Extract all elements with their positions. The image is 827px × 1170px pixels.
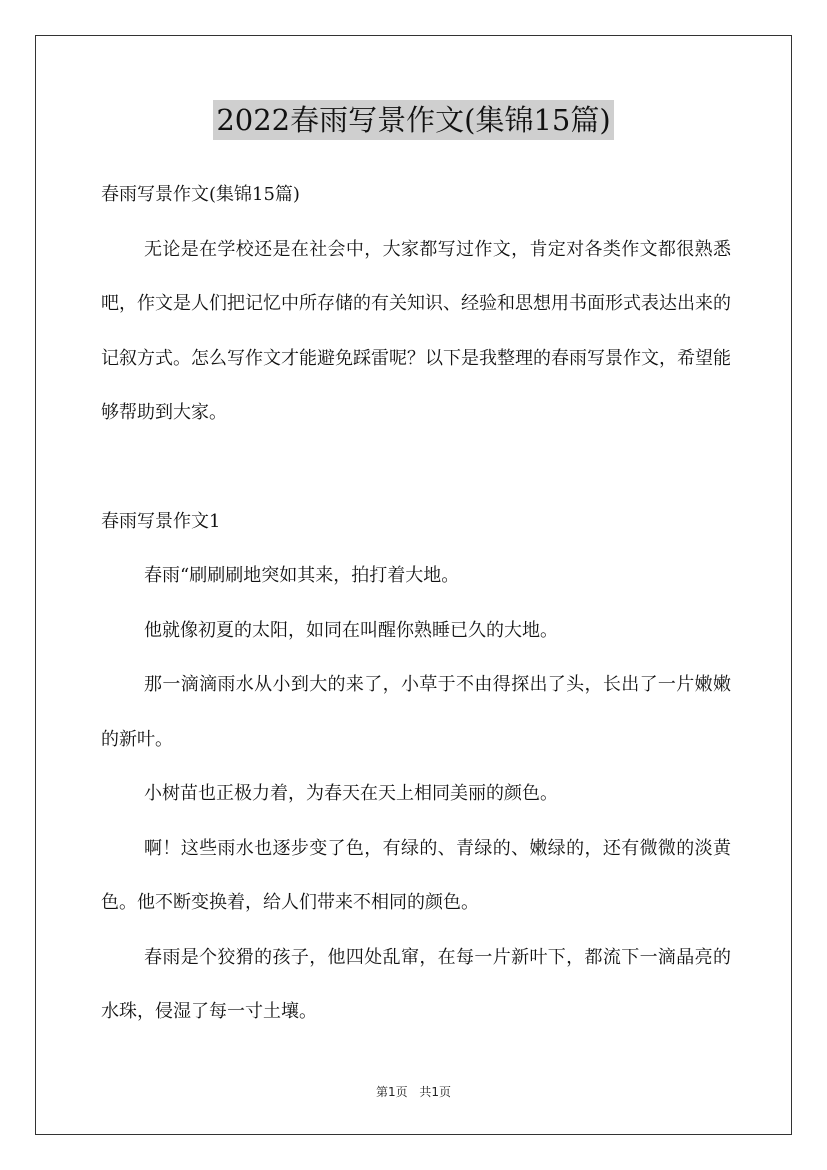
- document-title: 2022春雨写景作文(集锦15篇): [213, 100, 613, 140]
- section-paragraph: 春雨“刷刷刷地突如其来，拍打着大地。: [144, 565, 460, 586]
- intro-paragraph: 无论是在学校还是在社会中，大家都写过作文，肯定对各类作文都很熟悉吧，作文是人们把记忆中所存储的有关知识、经验和思想用书面形式表达出来的记叙方式。怎么写作文才能避免踩雷呢？以下是我整理的春雨写景作文，希望能够帮助到大家。: [101, 238, 731, 423]
- section-paragraph: 啊！这些雨水也逐步变了色，有绿的、青绿的、嫩绿的，还有微微的淡黄色。他不断变换着，给人们带来不相同的颜色。: [101, 837, 731, 913]
- page-number: 第1页: [375, 1085, 408, 1099]
- page-total: 共1页: [419, 1085, 452, 1099]
- section-heading: 春雨写景作文1: [101, 510, 221, 532]
- title-container: [0, 100, 827, 140]
- section-paragraph: 春雨是个狡猾的孩子，他四处乱窜，在每一片新叶下，都流下一滴晶亮的水珠，侵湿了每一寸土壤。: [101, 946, 731, 1022]
- section-paragraph: 那一滴滴雨水从小到大的来了，小草于不由得探出了头，长出了一片嫩嫩的新叶。: [101, 674, 731, 750]
- page-footer: [0, 1082, 827, 1102]
- section-paragraph: 他就像初夏的太阳，如同在叫醒你熟睡已久的大地。: [144, 619, 558, 641]
- document-body: [101, 168, 731, 1040]
- document-subtitle: 春雨写景作文(集锦15篇): [101, 184, 300, 205]
- section-paragraph: 小树苗也正极力着，为春天在天上相同美丽的颜色。: [144, 783, 558, 804]
